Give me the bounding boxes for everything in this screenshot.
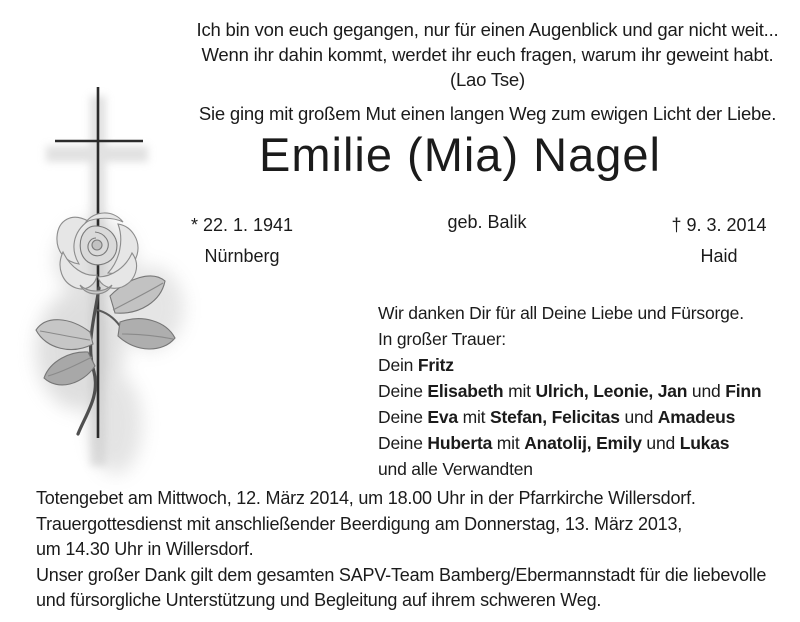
maiden-name: geb. Balik <box>447 212 527 232</box>
text-line: Unser großer Dank gilt dem gesamten SAPV-Team Bamberg/Ebermannstadt für die liebevolle <box>36 564 767 585</box>
mourning-intro: In großer Trauer: <box>378 329 506 349</box>
birth-date: 22. 1. 1941 <box>202 215 294 235</box>
text-line: Deine Huberta mit Anatolij, Emily und Lukas <box>378 433 730 453</box>
born-symbol: * <box>190 215 198 235</box>
mourning-closing: und alle Verwandten <box>378 459 533 479</box>
death-place: Haid <box>700 246 738 266</box>
text-line: Trauergottesdienst mit anschließender Beerdigung am Donnerstag, 13. März 2013, <box>36 513 683 534</box>
family-list <box>378 352 793 456</box>
text-line: Dein Fritz <box>378 355 454 375</box>
epitaph-line: Sie ging mit großem Mut einen langen Weg zum ewigen Licht der Liebe. <box>198 103 777 124</box>
deceased-name: Emilie (Mia) Nagel <box>259 128 661 181</box>
text-line: und fürsorgliche Unterstützung und Begleitung auf ihrem schweren Weg. <box>36 590 602 611</box>
died-symbol: † <box>671 215 682 235</box>
opening-quote <box>160 17 800 92</box>
birth-info <box>163 215 321 266</box>
death-info <box>640 215 798 266</box>
quote-line-1: Ich bin von euch gegangen, nur für einen Augenblick und gar nicht weit... <box>196 19 779 40</box>
birth-place: Nürnberg <box>204 246 280 266</box>
text-line: Totengebet am Mittwoch, 12. März 2014, um 18.00 Uhr in der Pfarrkirche Willersdorf. <box>36 488 696 508</box>
text-line: Deine Elisabeth mit Ulrich, Leonie, Jan und Finn <box>378 381 762 401</box>
death-date-line <box>640 215 798 235</box>
text-line: Deine Eva mit Stefan, Felicitas und Amadeus <box>378 407 736 427</box>
service-announcements <box>36 486 788 614</box>
death-date: 9. 3. 2014 <box>686 215 767 235</box>
quote-attribution: (Lao Tse) <box>450 69 525 90</box>
text-line: um 14.30 Uhr in Willersdorf. <box>36 539 254 560</box>
birth-date-line <box>163 215 321 235</box>
quote-line-2: Wenn ihr dahin kommt, werdet ihr euch fragen, warum ihr geweint habt. <box>201 44 774 65</box>
thanks-line: Wir danken Dir für all Deine Liebe und Fürsorge. <box>378 303 744 323</box>
mourning-section <box>378 300 793 482</box>
